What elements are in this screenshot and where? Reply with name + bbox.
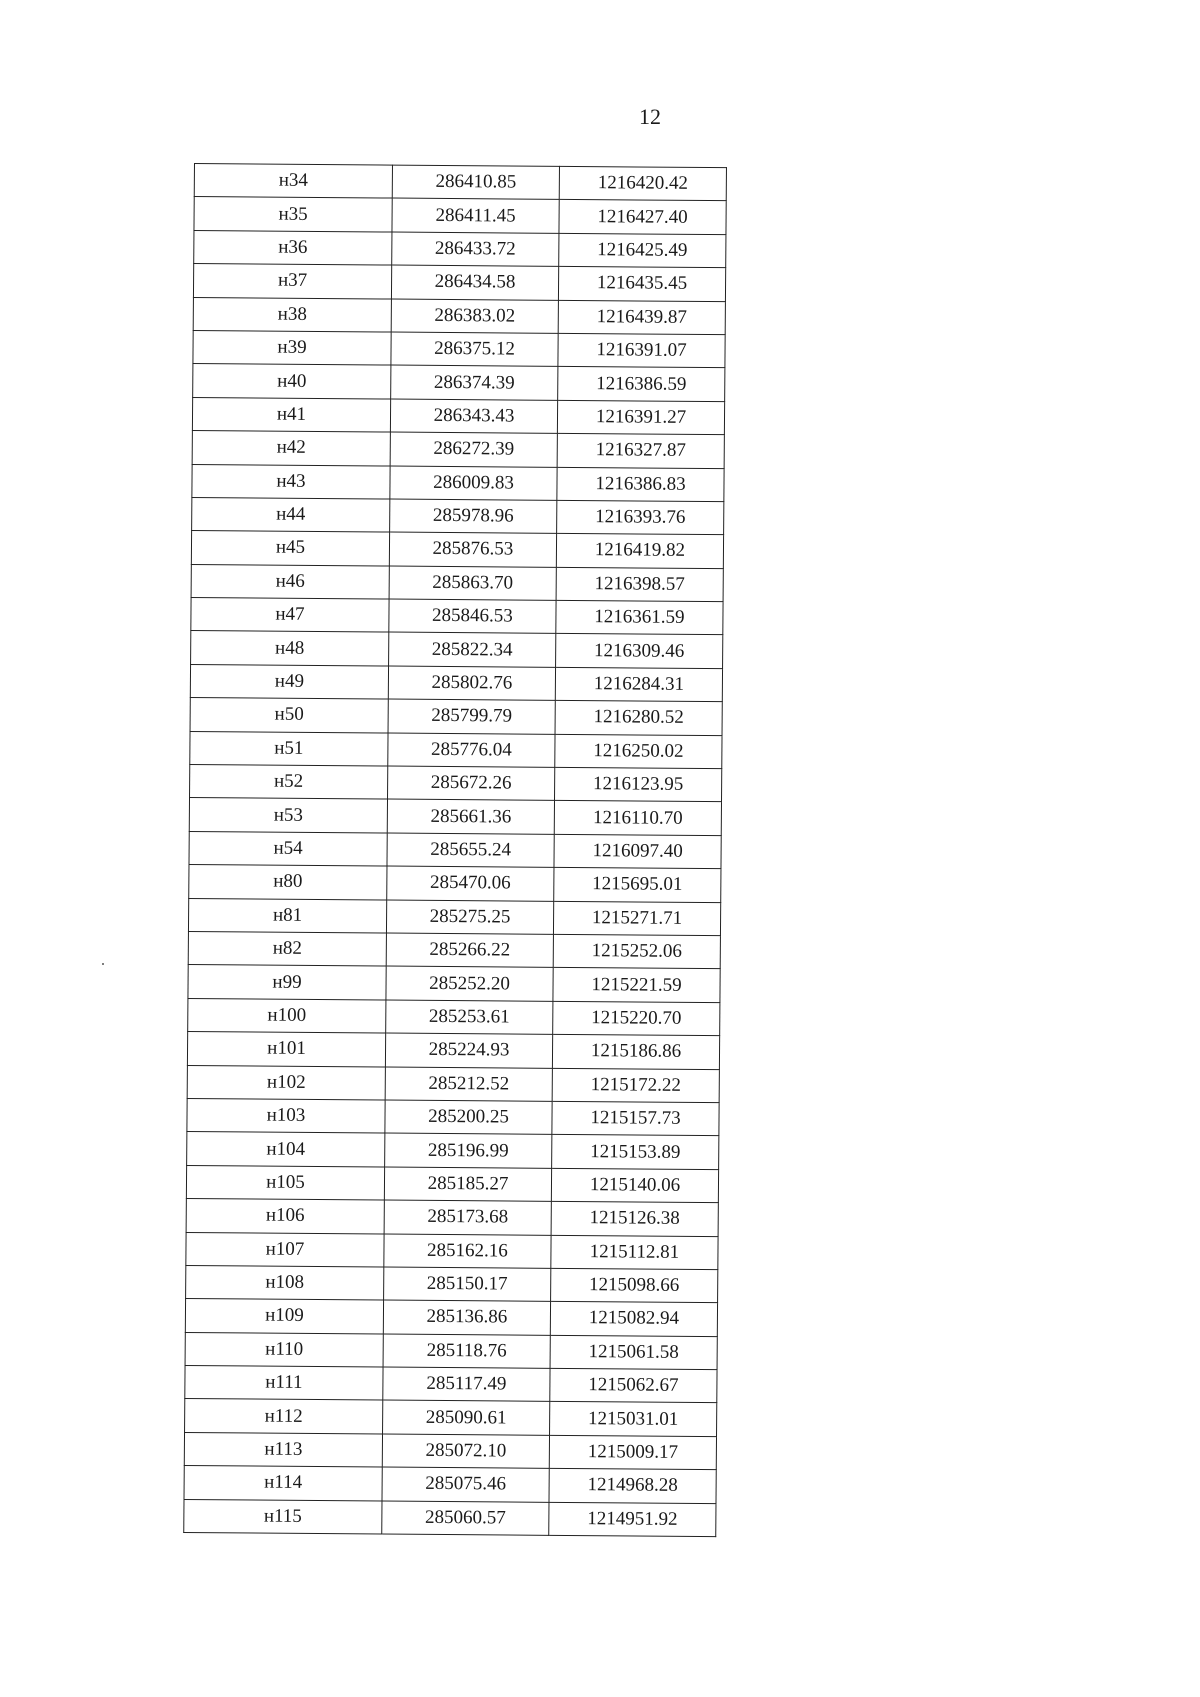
point-cell: н100 bbox=[188, 998, 386, 1033]
x-coordinate-cell: 286433.72 bbox=[392, 232, 559, 267]
table-row bbox=[184, 1432, 716, 1470]
point-cell: н111 bbox=[185, 1366, 383, 1401]
y-coordinate-cell: 1216110.70 bbox=[554, 801, 721, 836]
x-coordinate-cell: 285200.25 bbox=[385, 1100, 552, 1135]
table-row bbox=[190, 664, 722, 702]
table-row bbox=[185, 1399, 717, 1437]
point-cell: н105 bbox=[186, 1165, 384, 1200]
point-cell: н38 bbox=[193, 297, 391, 332]
table-row bbox=[187, 1065, 719, 1103]
y-coordinate-cell: 1216427.40 bbox=[559, 200, 726, 235]
x-coordinate-cell: 285173.68 bbox=[384, 1200, 551, 1235]
point-cell: н39 bbox=[193, 330, 391, 365]
table-row bbox=[190, 698, 722, 736]
point-cell: н53 bbox=[189, 798, 387, 833]
x-coordinate-cell: 286411.45 bbox=[392, 198, 559, 233]
x-coordinate-cell: 285978.96 bbox=[390, 499, 557, 534]
x-coordinate-cell: 285060.57 bbox=[382, 1501, 549, 1536]
table-row bbox=[191, 564, 723, 602]
table-row bbox=[188, 998, 720, 1036]
y-coordinate-cell: 1215695.01 bbox=[554, 868, 721, 903]
table-row bbox=[187, 1132, 719, 1170]
x-coordinate-cell: 285252.20 bbox=[386, 966, 553, 1001]
y-coordinate-cell: 1216250.02 bbox=[555, 734, 722, 769]
table-row bbox=[194, 164, 726, 202]
x-coordinate-cell: 286009.83 bbox=[390, 466, 557, 501]
y-coordinate-cell: 1216309.46 bbox=[556, 634, 723, 669]
x-coordinate-cell: 286375.12 bbox=[391, 332, 558, 367]
y-coordinate-cell: 1215062.67 bbox=[550, 1368, 717, 1403]
point-cell: н54 bbox=[189, 831, 387, 866]
point-cell: н35 bbox=[194, 197, 392, 232]
y-coordinate-cell: 1216327.87 bbox=[557, 433, 724, 468]
point-cell: н47 bbox=[191, 598, 389, 633]
point-cell: н45 bbox=[191, 531, 389, 566]
point-cell: н52 bbox=[190, 765, 388, 800]
table-row bbox=[186, 1165, 718, 1203]
x-coordinate-cell: 285224.93 bbox=[385, 1033, 552, 1068]
x-coordinate-cell: 285118.76 bbox=[383, 1334, 550, 1369]
table-row bbox=[187, 1032, 719, 1070]
x-coordinate-cell: 286343.43 bbox=[390, 399, 557, 434]
x-coordinate-cell: 285655.24 bbox=[387, 833, 554, 868]
y-coordinate-cell: 1215031.01 bbox=[550, 1402, 717, 1437]
x-coordinate-cell: 285136.86 bbox=[383, 1300, 550, 1335]
y-coordinate-cell: 1214968.28 bbox=[549, 1469, 716, 1504]
x-coordinate-cell: 286272.39 bbox=[390, 432, 557, 467]
y-coordinate-cell: 1215009.17 bbox=[549, 1435, 716, 1470]
x-coordinate-cell: 285822.34 bbox=[389, 633, 556, 668]
table-row bbox=[193, 330, 725, 368]
y-coordinate-cell: 1216386.83 bbox=[557, 467, 724, 502]
y-coordinate-cell: 1216425.49 bbox=[559, 233, 726, 268]
scan-speck bbox=[102, 963, 104, 965]
x-coordinate-cell: 285117.49 bbox=[383, 1367, 550, 1402]
y-coordinate-cell: 1215252.06 bbox=[553, 934, 720, 969]
point-cell: н34 bbox=[194, 164, 392, 199]
point-cell: н81 bbox=[188, 898, 386, 933]
point-cell: н43 bbox=[192, 464, 390, 499]
table-row bbox=[191, 598, 723, 636]
y-coordinate-cell: 1215098.66 bbox=[551, 1268, 718, 1303]
point-cell: н36 bbox=[194, 230, 392, 265]
coordinates-table-body bbox=[184, 164, 727, 1537]
x-coordinate-cell: 285661.36 bbox=[387, 799, 554, 834]
y-coordinate-cell: 1215082.94 bbox=[550, 1302, 717, 1337]
table-row bbox=[189, 798, 721, 836]
table-row bbox=[193, 364, 725, 402]
point-cell: н101 bbox=[187, 1032, 385, 1067]
table-row bbox=[191, 531, 723, 569]
x-coordinate-cell: 285275.25 bbox=[386, 900, 553, 935]
point-cell: н44 bbox=[192, 497, 390, 532]
point-cell: н103 bbox=[187, 1098, 385, 1133]
x-coordinate-cell: 285266.22 bbox=[386, 933, 553, 968]
table-row bbox=[190, 765, 722, 803]
point-cell: н99 bbox=[188, 965, 386, 1000]
point-cell: н40 bbox=[193, 364, 391, 399]
x-coordinate-cell: 286434.58 bbox=[391, 265, 558, 300]
table-row bbox=[192, 397, 724, 435]
table-row bbox=[185, 1366, 717, 1404]
point-cell: н49 bbox=[190, 664, 388, 699]
y-coordinate-cell: 1215153.89 bbox=[552, 1135, 719, 1170]
x-coordinate-cell: 286374.39 bbox=[391, 365, 558, 400]
x-coordinate-cell: 285876.53 bbox=[389, 532, 556, 567]
y-coordinate-cell: 1215112.81 bbox=[551, 1235, 718, 1270]
y-coordinate-cell: 1216393.76 bbox=[557, 500, 724, 535]
table-row bbox=[185, 1299, 717, 1337]
page-number: 12 bbox=[639, 104, 661, 129]
y-coordinate-cell: 1216391.27 bbox=[557, 400, 724, 435]
table-row bbox=[186, 1232, 718, 1270]
table-row bbox=[193, 297, 725, 335]
x-coordinate-cell: 285672.26 bbox=[388, 766, 555, 801]
y-coordinate-cell: 1215221.59 bbox=[553, 968, 720, 1003]
x-coordinate-cell: 285212.52 bbox=[385, 1067, 552, 1102]
x-coordinate-cell: 285072.10 bbox=[382, 1434, 549, 1469]
coordinates-table bbox=[183, 163, 727, 1537]
x-coordinate-cell: 285185.27 bbox=[384, 1167, 551, 1202]
table-row bbox=[189, 865, 721, 903]
x-coordinate-cell: 285162.16 bbox=[384, 1234, 551, 1269]
point-cell: н112 bbox=[185, 1399, 383, 1434]
y-coordinate-cell: 1216391.07 bbox=[558, 333, 725, 368]
table-row bbox=[191, 631, 723, 669]
table-row bbox=[188, 931, 720, 969]
table-row bbox=[190, 731, 722, 769]
y-coordinate-cell: 1216361.59 bbox=[556, 600, 723, 635]
point-cell: н82 bbox=[188, 931, 386, 966]
x-coordinate-cell: 285799.79 bbox=[388, 699, 555, 734]
y-coordinate-cell: 1216435.45 bbox=[558, 267, 725, 302]
table-row bbox=[184, 1466, 716, 1504]
table-row bbox=[188, 965, 720, 1003]
point-cell: н110 bbox=[185, 1332, 383, 1367]
point-cell: н48 bbox=[191, 631, 389, 666]
point-cell: н114 bbox=[184, 1466, 382, 1501]
table-row bbox=[184, 1499, 716, 1537]
point-cell: н50 bbox=[190, 698, 388, 733]
table-row bbox=[186, 1265, 718, 1303]
x-coordinate-cell: 285150.17 bbox=[384, 1267, 551, 1302]
table-row bbox=[189, 831, 721, 869]
point-cell: н106 bbox=[186, 1199, 384, 1234]
y-coordinate-cell: 1215186.86 bbox=[552, 1035, 719, 1070]
x-coordinate-cell: 285776.04 bbox=[388, 733, 555, 768]
x-coordinate-cell: 285253.61 bbox=[386, 1000, 553, 1035]
point-cell: н80 bbox=[189, 865, 387, 900]
point-cell: н115 bbox=[184, 1499, 382, 1534]
table-row bbox=[193, 264, 725, 302]
table-row bbox=[185, 1332, 717, 1370]
y-coordinate-cell: 1216386.59 bbox=[558, 367, 725, 402]
y-coordinate-cell: 1216280.52 bbox=[555, 701, 722, 736]
point-cell: н37 bbox=[193, 264, 391, 299]
table-row bbox=[194, 197, 726, 235]
table-row bbox=[187, 1098, 719, 1136]
x-coordinate-cell: 285802.76 bbox=[388, 666, 555, 701]
y-coordinate-cell: 1216398.57 bbox=[556, 567, 723, 602]
x-coordinate-cell: 285090.61 bbox=[383, 1400, 550, 1435]
x-coordinate-cell: 285863.70 bbox=[389, 566, 556, 601]
point-cell: н46 bbox=[191, 564, 389, 599]
y-coordinate-cell: 1216123.95 bbox=[555, 767, 722, 802]
y-coordinate-cell: 1215157.73 bbox=[552, 1101, 719, 1136]
y-coordinate-cell: 1214951.92 bbox=[549, 1502, 716, 1537]
x-coordinate-cell: 285470.06 bbox=[387, 866, 554, 901]
point-cell: н42 bbox=[192, 431, 390, 466]
table-row bbox=[186, 1199, 718, 1237]
y-coordinate-cell: 1216419.82 bbox=[556, 534, 723, 569]
table-row bbox=[194, 230, 726, 268]
x-coordinate-cell: 285196.99 bbox=[385, 1133, 552, 1168]
table-row bbox=[192, 431, 724, 469]
y-coordinate-cell: 1215271.71 bbox=[553, 901, 720, 936]
y-coordinate-cell: 1215172.22 bbox=[552, 1068, 719, 1103]
x-coordinate-cell: 285075.46 bbox=[382, 1467, 549, 1502]
y-coordinate-cell: 1215061.58 bbox=[550, 1335, 717, 1370]
y-coordinate-cell: 1215126.38 bbox=[551, 1201, 718, 1236]
point-cell: н102 bbox=[187, 1065, 385, 1100]
point-cell: н51 bbox=[190, 731, 388, 766]
y-coordinate-cell: 1216439.87 bbox=[558, 300, 725, 335]
point-cell: н108 bbox=[186, 1265, 384, 1300]
x-coordinate-cell: 286383.02 bbox=[391, 299, 558, 334]
y-coordinate-cell: 1216420.42 bbox=[559, 166, 726, 201]
table-row bbox=[188, 898, 720, 936]
point-cell: н107 bbox=[186, 1232, 384, 1267]
y-coordinate-cell: 1215140.06 bbox=[551, 1168, 718, 1203]
y-coordinate-cell: 1216097.40 bbox=[554, 834, 721, 869]
point-cell: н109 bbox=[185, 1299, 383, 1334]
point-cell: н41 bbox=[192, 397, 390, 432]
point-cell: н104 bbox=[187, 1132, 385, 1167]
point-cell: н113 bbox=[184, 1432, 382, 1467]
y-coordinate-cell: 1215220.70 bbox=[553, 1001, 720, 1036]
y-coordinate-cell: 1216284.31 bbox=[555, 667, 722, 702]
x-coordinate-cell: 286410.85 bbox=[392, 165, 559, 200]
x-coordinate-cell: 285846.53 bbox=[389, 599, 556, 634]
table-row bbox=[192, 464, 724, 502]
table-row bbox=[192, 497, 724, 535]
